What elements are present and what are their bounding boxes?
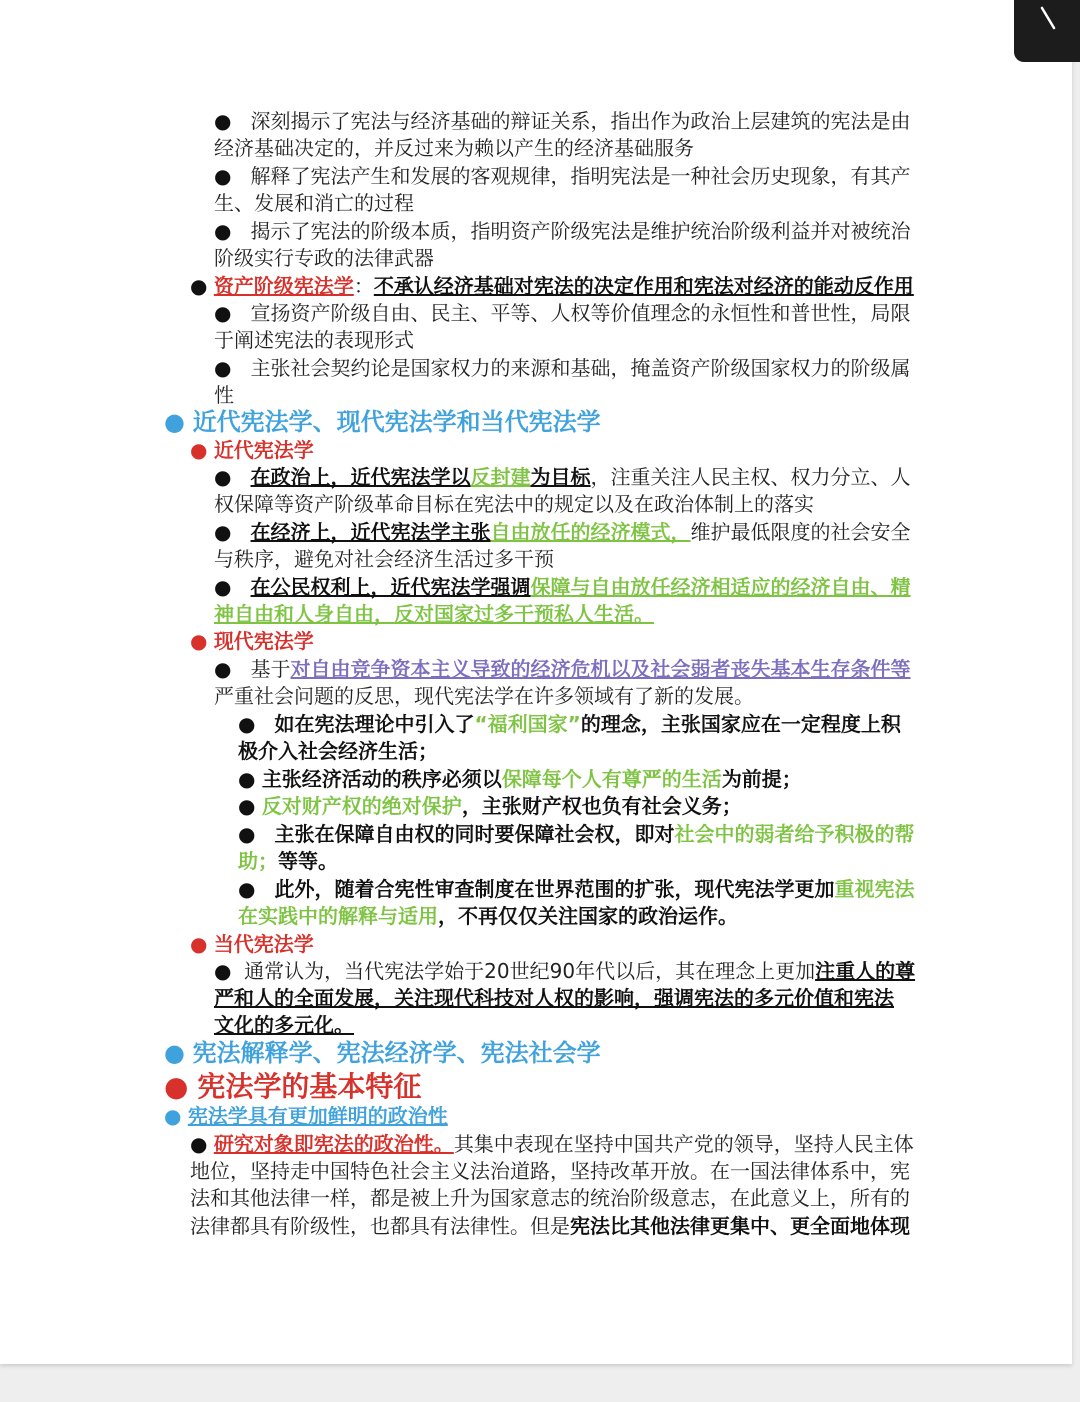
text-line: ● 在公民权利上，近代宪法学强调保障与自由放任经济相适应的经济自由、精 — [214, 575, 911, 599]
text-line: 文化的多元化。 — [214, 1013, 354, 1037]
text-line: ● 通常认为，当代宪法学始于20世纪90年代以后，其在理念上更加注重人的尊 — [214, 959, 916, 983]
bullet: ● — [164, 1070, 189, 1103]
text-line: 神自由和人身自由，反对国家过多干预私人生活。 — [214, 602, 654, 626]
text-line: 法律都具有阶级性，也都具有法律性。但是宪法比其他法律更集中、更全面地体现 — [190, 1214, 910, 1238]
text-line: ● 在政治上，近代宪法学以反封建为目标，注重关注人民主权、权力分立、人 — [214, 465, 911, 489]
bullet: ● — [164, 1039, 185, 1067]
text-line: 经济基础决定的，并反过来为赖以产生的经济基础服务 — [214, 136, 694, 160]
subheading-political-nature: ● 宪法学具有更加鲜明的政治性 — [164, 1104, 448, 1128]
subheading-early-modern: ● 近代宪法学 — [190, 438, 314, 462]
bullet: ● — [190, 932, 208, 956]
bullet: ● — [164, 1104, 182, 1128]
text-line: ● 深刻揭示了宪法与经济基础的辩证关系，指出作为政治上层建筑的宪法是由 — [214, 109, 911, 133]
chevron-left-icon — [1038, 6, 1058, 34]
text-line: ● 宣扬资产阶级自由、民主、平等、人权等价值理念的永恒性和普世性，局限 — [214, 301, 911, 325]
bullet: ● — [214, 465, 232, 489]
bullet: ● — [164, 408, 185, 436]
text-line: 于阐述宪法的表现形式 — [214, 328, 414, 352]
text-line: 与秩序，避免对社会经济生活过多干预 — [214, 547, 554, 571]
bullet: ● — [214, 301, 232, 325]
text-line: ● 反对财产权的绝对保护，主张财产权也负有社会义务； — [238, 794, 742, 818]
text-line: 生、发展和消亡的过程 — [214, 191, 414, 215]
text-line: ● 此外，随着合宪性审查制度在世界范围的扩张，现代宪法学更加重视宪法 — [238, 877, 915, 901]
bullet: ● — [190, 274, 208, 298]
bullet: ● — [214, 109, 232, 133]
bullet: ● — [214, 164, 232, 188]
text-line: ● 主张经济活动的秩序必须以保障每个人有尊严的生活为前提； — [238, 767, 802, 791]
bullet: ● — [190, 629, 208, 653]
subheading-bourgeois: ● 资产阶级宪法学：不承认经济基础对宪法的决定作用和宪法对经济的能动反作用 — [190, 274, 914, 298]
text-line: ● 如在宪法理论中引入了“福利国家”的理念，主张国家应在一定程度上积 — [238, 712, 901, 736]
text-line: ● 解释了宪法产生和发展的客观规律，指明宪法是一种社会历史现象，有其产 — [214, 164, 911, 188]
text-line: ● 在经济上，近代宪法学主张自由放任的经济模式，维护最低限度的社会安全 — [214, 520, 911, 544]
text-line: ● 主张在保障自由权的同时要保障社会权，即对社会中的弱者给予积极的帮 — [238, 822, 915, 846]
back-button[interactable] — [1014, 0, 1080, 62]
text-line: 阶级实行专政的法律武器 — [214, 246, 434, 270]
text-line: 助；等等。 — [238, 849, 338, 873]
bullet: ● — [238, 794, 256, 818]
heading-basic-features: ● 宪法学的基本特征 — [164, 1070, 422, 1103]
bullet: ● — [238, 822, 256, 846]
bullet: ● — [214, 520, 232, 544]
text-line: 地位，坚持走中国特色社会主义法治道路，坚持改革开放。在一国法律体系中，宪 — [190, 1159, 910, 1183]
heading-modern-constitutional-studies: ● 近代宪法学、现代宪法学和当代宪法学 — [164, 408, 601, 436]
heading-branches: ● 宪法解释学、宪法经济学、宪法社会学 — [164, 1039, 601, 1067]
text-line: ● 基于对自由竞争资本主义导致的经济危机以及社会弱者丧失基本生存条件等 — [214, 657, 911, 681]
bullet: ● — [238, 767, 256, 791]
text-line: ● 主张社会契约论是国家权力的来源和基础，掩盖资产阶级国家权力的阶级属 — [214, 356, 911, 380]
text-line: 严和人的全面发展，关注现代科技对人权的影响，强调宪法的多元价值和宪法 — [214, 986, 894, 1010]
bullet: ● — [214, 959, 232, 983]
text-line: 极介入社会经济生活； — [238, 739, 438, 763]
text-line: 权保障等资产阶级革命目标在宪法中的规定以及在政治体制上的落实 — [214, 492, 814, 516]
bullet: ● — [214, 219, 232, 243]
text-line: 法和其他法律一样，都是被上升为国家意志的统治阶级意志，在此意义上，所有的 — [190, 1186, 910, 1210]
text-line: 严重社会问题的反思，现代宪法学在许多领域有了新的发展。 — [214, 684, 754, 708]
subheading-modern: ● 现代宪法学 — [190, 629, 314, 653]
text-line: 性 — [214, 383, 234, 407]
bullet: ● — [214, 657, 232, 681]
text-line: 在实践中的解释与适用，不再仅仅关注国家的政治运作。 — [238, 904, 738, 928]
text-line: ● 揭示了宪法的阶级本质，指明资产阶级宪法是维护统治阶级利益并对被统治 — [214, 219, 911, 243]
bullet: ● — [214, 575, 232, 599]
bullet: ● — [190, 438, 208, 462]
bullet: ● — [214, 356, 232, 380]
subheading-contemporary: ● 当代宪法学 — [190, 932, 314, 956]
bullet: ● — [238, 712, 256, 736]
text-line: ● 研究对象即宪法的政治性。其集中表现在坚持中国共产党的领导，坚持人民主体 — [190, 1132, 914, 1156]
bullet: ● — [238, 877, 256, 901]
bullet: ● — [190, 1132, 208, 1156]
